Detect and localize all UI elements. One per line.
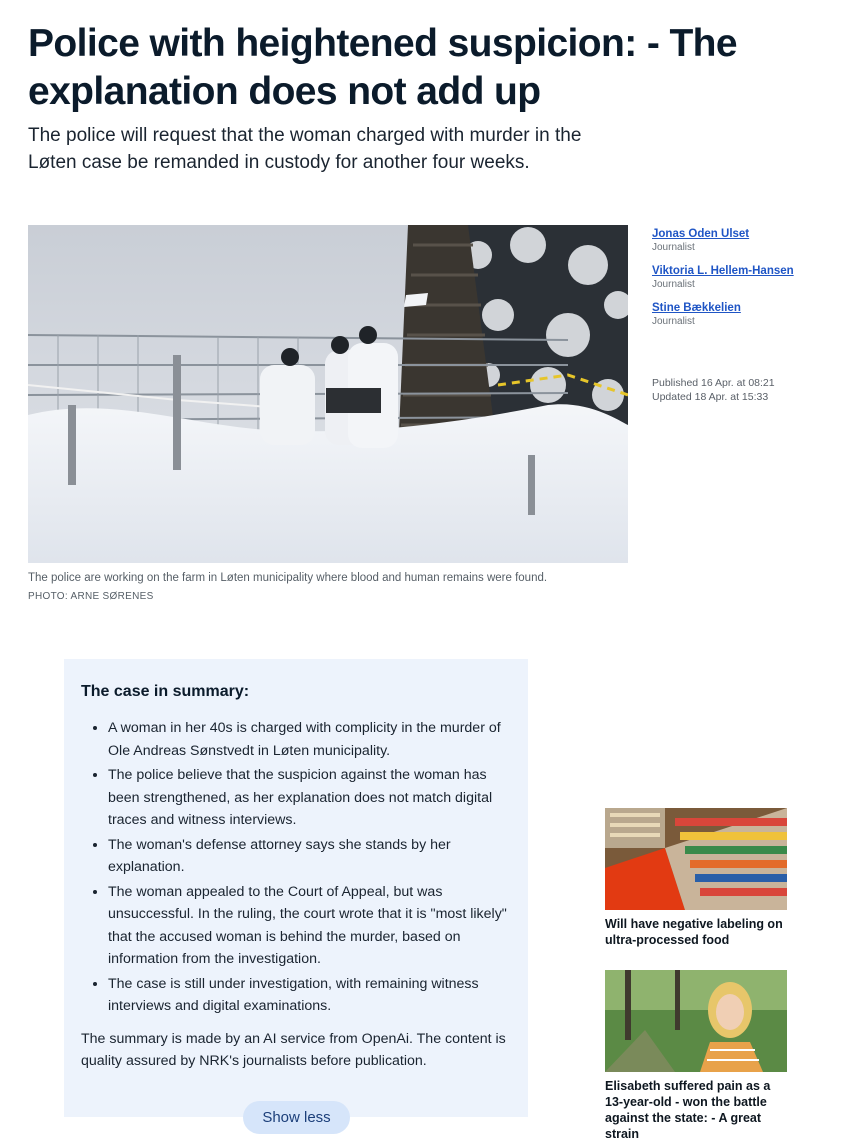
summary-bullet: • The police believe that the suspicion against the woman has been strengthened, as her explanation does not match digital traces and witness interviews. xyxy=(108,764,510,832)
summary-heading: The case in summary: xyxy=(81,683,250,700)
published-date: Published 16 Apr. at 08:21 xyxy=(652,377,775,389)
author-role: Journalist xyxy=(652,242,695,253)
summary-bullet: • The case is still under investigation, with remaining witness interviews and digital examinations. xyxy=(108,973,510,1018)
author-item xyxy=(652,264,832,291)
author-link[interactable]: Jonas Oden Ulset xyxy=(652,228,750,240)
summary-bullet: • A woman in her 40s is charged with complicity in the murder of Ole Andreas Sønstvedt in Løten municipality. xyxy=(108,717,510,762)
article-headline: Police with heightened suspicion: - The explanation does not add up xyxy=(28,22,737,113)
byline xyxy=(652,227,832,338)
grocery-aisle-image xyxy=(605,808,787,910)
woman-portrait-image xyxy=(605,970,787,1072)
snowy-crime-scene-image xyxy=(28,225,628,563)
author-link[interactable]: Stine Bækkelien xyxy=(652,302,741,314)
related-article-card[interactable] xyxy=(605,970,787,1142)
related-article-card[interactable] xyxy=(605,808,787,948)
image-credit: PHOTO: ARNE SØRENES xyxy=(28,591,154,602)
article-photo[interactable] xyxy=(28,225,628,563)
related-thumbnail xyxy=(605,970,787,1072)
author-role: Journalist xyxy=(652,316,695,327)
related-title: Elisabeth suffered pain as a 13-year-old - won the battle against the state: - A great strain xyxy=(605,1079,771,1141)
author-item xyxy=(652,227,832,254)
author-item xyxy=(652,301,832,328)
article-lead: The police will request that the woman charged with murder in the Løten case be remanded in custody for another four weeks. xyxy=(28,125,582,173)
summary-bullet: • The woman's defense attorney says she stands by her explanation. xyxy=(108,834,510,879)
updated-date: Updated 18 Apr. at 15:33 xyxy=(652,391,769,403)
show-less-button[interactable]: Show less xyxy=(243,1101,350,1134)
author-link[interactable]: Viktoria L. Hellem-Hansen xyxy=(652,265,794,277)
related-title: Will have negative labeling on ultra-processed food xyxy=(605,917,783,947)
related-thumbnail xyxy=(605,808,787,910)
author-role: Journalist xyxy=(652,279,695,290)
case-summary-box xyxy=(64,659,528,1117)
summary-bullet: • The woman appealed to the Court of Appeal, but was unsuccessful. In the ruling, the court wrote that it is "most likely" that the accused woman is behind the murder, based on information from the investigation. xyxy=(108,881,510,971)
publish-dates xyxy=(652,376,775,404)
summary-footnote: The summary is made by an AI service from OpenAi. The content is quality assured by NRK's journalists before publication. xyxy=(81,1030,506,1069)
image-caption: The police are working on the farm in Løten municipality where blood and human remains were found. xyxy=(28,572,548,584)
summary-list xyxy=(81,717,510,1018)
